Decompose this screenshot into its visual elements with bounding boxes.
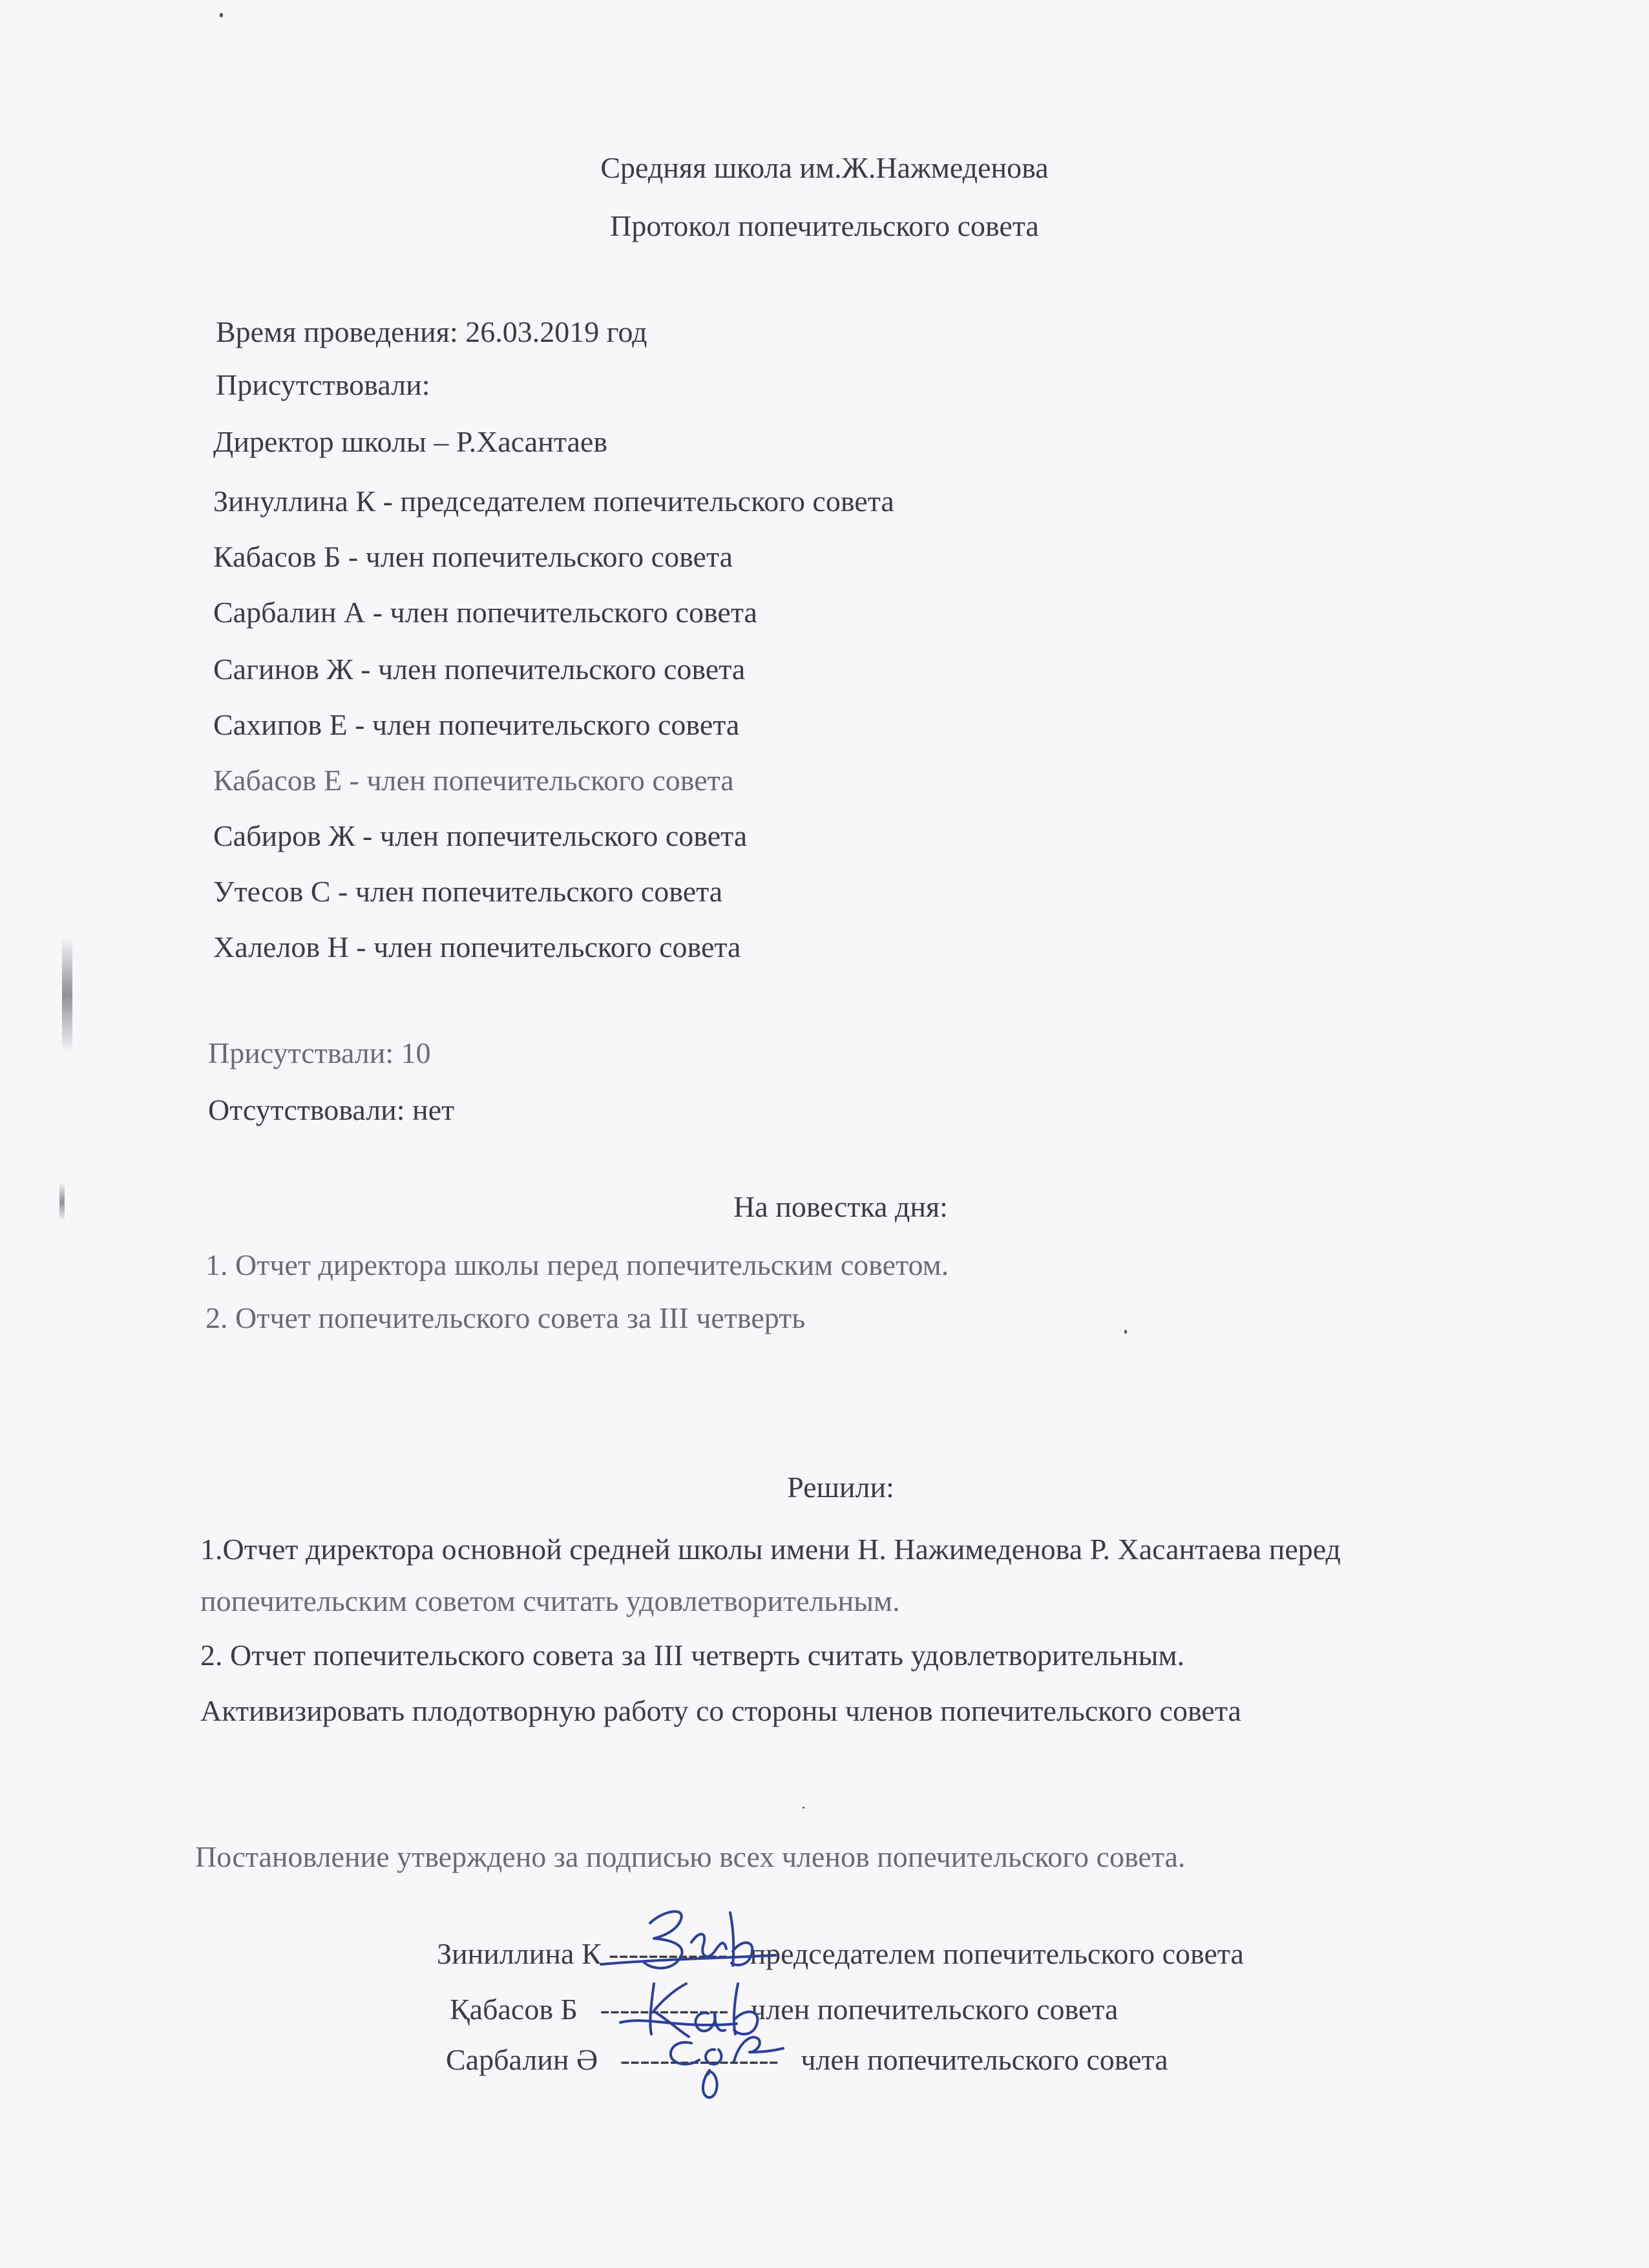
agenda-heading: На повестка дня: (733, 1190, 948, 1223)
decision-heading: Решили: (787, 1471, 894, 1504)
handwritten-signature (671, 2042, 699, 2064)
signer-name: Зиниллина К (437, 1937, 602, 1970)
attendee-item: Кабасов Е - член попечительского совета (213, 764, 734, 797)
signer-role: член попечительского совета (751, 1993, 1119, 2026)
present-label: Присутствовали: (216, 368, 430, 401)
present-count: Присутствали: 10 (208, 1036, 431, 1069)
signer-name: Сарбалин Ә (446, 2043, 598, 2076)
scan-speck (220, 13, 223, 17)
decision-line: попечительским советом считать удовлетворительным. (200, 1584, 900, 1617)
meeting-time: Время проведения: 26.03.2019 год (216, 315, 647, 348)
decision-line: 2. Отчет попечительского совета за III четверть считать удовлетворительным. (200, 1639, 1185, 1672)
scan-speck (803, 1807, 804, 1809)
signature-line: ---------------- (620, 2043, 779, 2076)
attendee-item: Кабасов Б - член попечительского совета (213, 540, 733, 573)
attendee-item: Халелов Н - член попечительского совета (213, 930, 741, 963)
attendee-item: Директор школы – Р.Хасантаев (213, 425, 608, 458)
handwritten-signature (650, 1984, 689, 2037)
attendee-item: Сахипов Е - член попечительского совета (213, 708, 740, 741)
attendee-item: Сарбалин А - член попечительского совета (213, 596, 757, 629)
signer-role: председателем попечительского совета (750, 1937, 1244, 1970)
document-title: Протокол попечительского совета (610, 209, 1039, 242)
agenda-item: 1. Отчет директора школы перед попечительским советом. (205, 1248, 949, 1281)
handwritten-signatures (582, 1887, 840, 2100)
scan-streak (59, 1182, 65, 1221)
scan-speck (1124, 1330, 1127, 1334)
attendee-item: Зинуллина К - председателем попечительского совета (213, 485, 894, 518)
approval-statement: Постановление утверждено за подписью всех членов попечительского совета. (195, 1840, 1186, 1873)
attendee-item: Утесов С - член попечительского совета (213, 875, 723, 908)
signature-row (437, 1936, 1244, 1972)
signature-line: ------------- (600, 1993, 729, 2026)
school-name: Средняя школа им.Ж.Нажмеденова (600, 151, 1049, 184)
attendee-item: Сагинов Ж - член попечительского совета (213, 653, 746, 686)
scan-streak (62, 937, 72, 1053)
signer-name: Қабасов Б (450, 1993, 578, 2026)
absent-count: Отсутствовали: нет (208, 1093, 455, 1126)
agenda-item: 2. Отчет попечительского совета за III четверть (205, 1301, 806, 1334)
signer-role: член попечительского совета (801, 2043, 1168, 2076)
decision-line: Активизировать плодотворную работу со стороны членов попечительского совета (200, 1694, 1241, 1727)
decision-line: 1.Отчет директора основной средней школы имени Н. Нажимеденова Р. Хасантаева перед (200, 1533, 1341, 1566)
attendee-item: Сабиров Ж - член попечительского совета (213, 819, 748, 852)
signature-line: ------------ (609, 1937, 728, 1970)
